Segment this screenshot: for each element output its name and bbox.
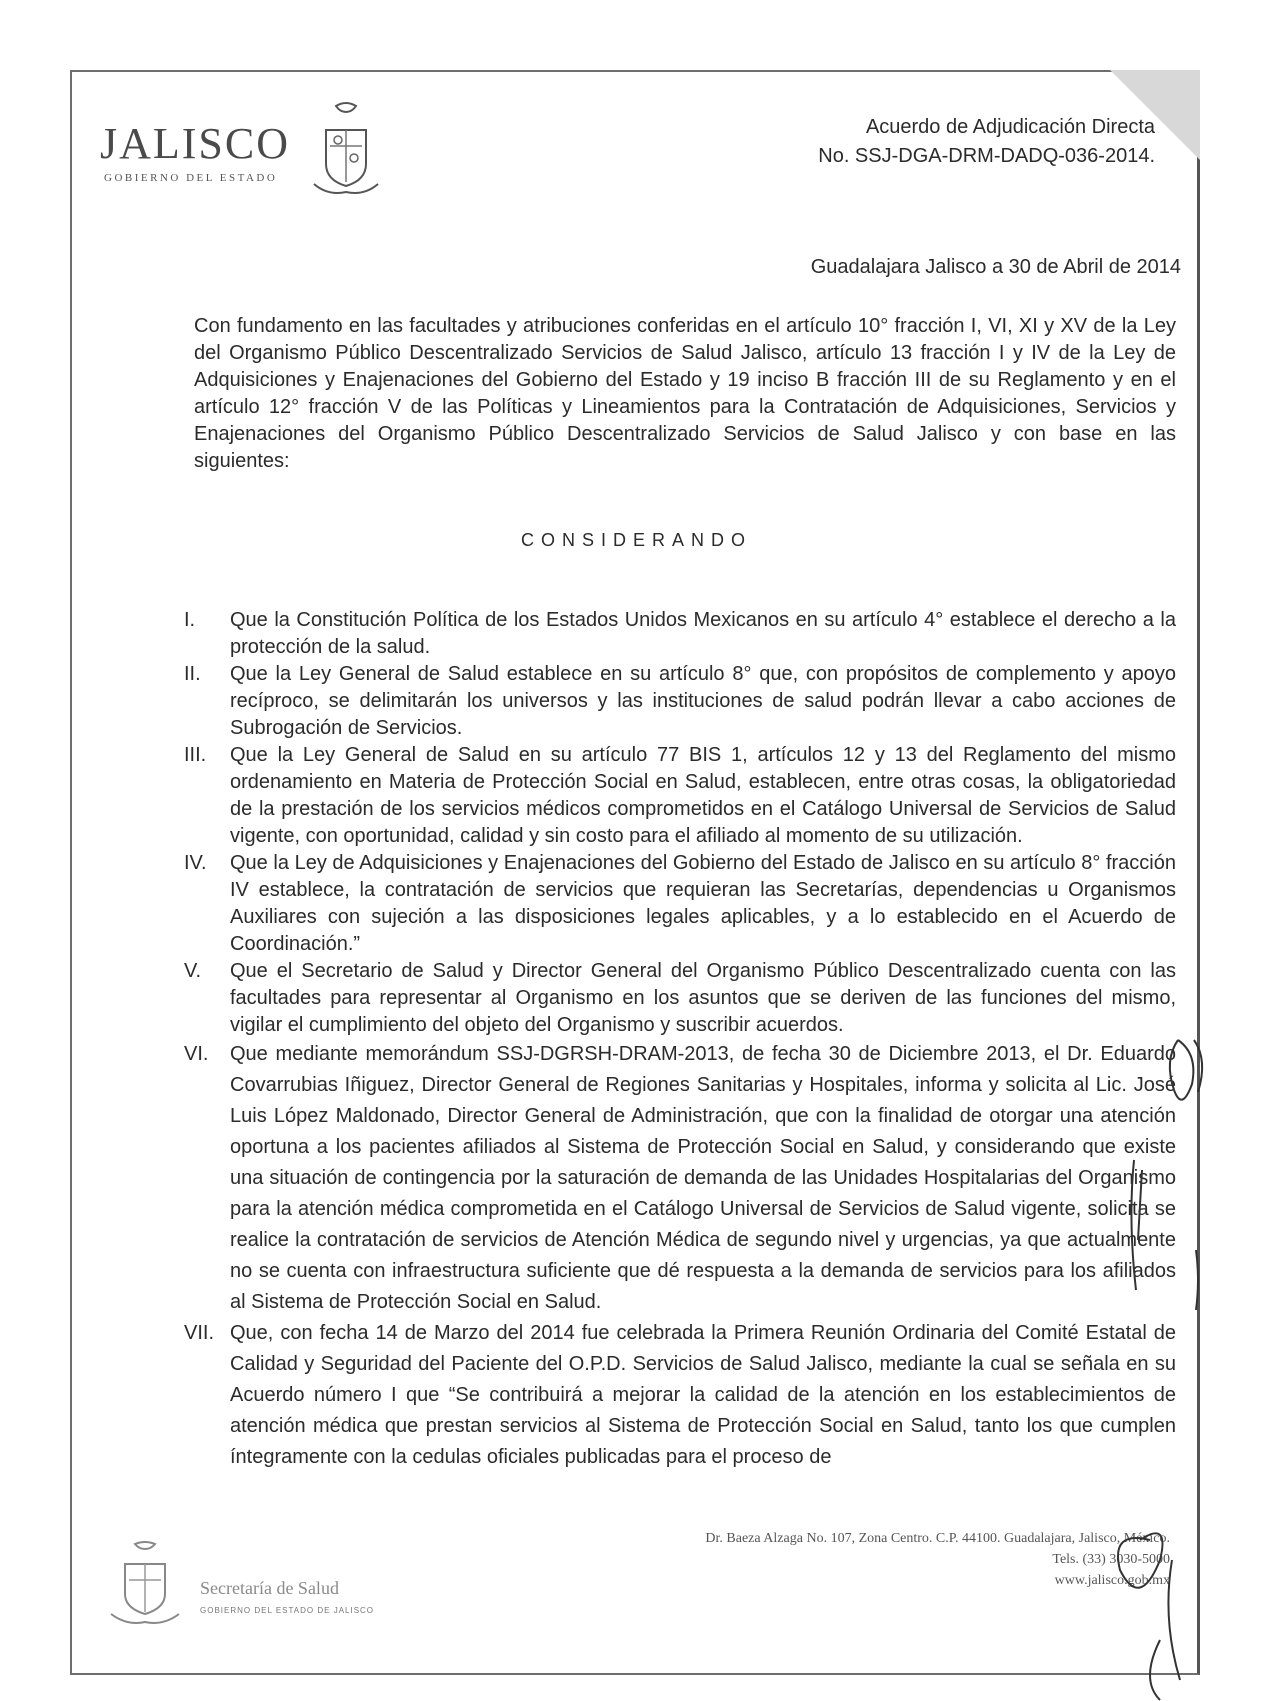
agency-subtitle: GOBIERNO DEL ESTADO DE JALISCO [200,1606,375,1615]
document-date: Guadalajara Jalisco a 30 de Abril de 2014 [810,256,1181,278]
item-text: Que, con fecha 14 de Marzo del 2014 fue celebrada la Primera Reunión Ordinaria del Comité Estatal de Calidad y Seguridad del Paciente del O.P.D. Servicios de Salud Jalisco, mediante la cual se señala en su Acuerdo número I que “Se contribuirá a mejorar la calidad de la atención en los establecimientos de atención médica que prestan servicios al Sistema de Protección Social en Salud, tanto los que cumplen íntegramente con la cedulas oficiales publicadas para el proceso de [230,1322,1176,1468]
item-text: Que la Ley General de Salud establece en su artículo 8° que, con propósitos de complemento y apoyo recíproco, se delimitarán los universos y las instituciones de salud podrán llevar a cabo acciones de Subrogación de Servicios. [230,663,1176,739]
jalisco-logo [100,100,380,200]
item-number: IV. [184,852,207,874]
footer-address: Dr. Baeza Alzaga No. 107, Zona Centro. C.P. 44100. Guadalajara, Jalisco, México. [705,1531,1170,1546]
logo-subtitle: GOBIERNO DEL ESTADO [104,172,278,184]
list-item [184,1318,1176,1473]
logo-text: JALISCO [100,119,291,168]
item-text: Que la Constitución Política de los Estados Unidos Mexicanos en su artículo 4° establece el derecho a la protección de la salud. [230,609,1176,658]
agreement-number: No. SSJ-DGA-DRM-DADQ-036-2014. [818,145,1155,167]
footer-phone: Tels. (33) 3030-5000 [1052,1552,1170,1567]
list-item [184,1039,1176,1318]
state-seal-icon [310,100,382,200]
agency-name: Secretaría de Salud [200,1578,339,1598]
item-number: I. [184,609,196,631]
item-number: VII. [184,1322,215,1344]
list-item [184,850,1176,958]
item-number: III. [184,744,207,766]
item-text: Que la Ley General de Salud en su artículo 77 BIS 1, artículos 12 y 13 del Reglamento del mismo ordenamiento en Materia de Protección Social en Salud, establecen, entre otras cosas, la obligatoriedad de la prestación de los servicios médicos comprometidos en el Catálogo Universal de Servicios de Salud vigente, con oportunidad, calidad y sin costo para el afiliado al momento de su utilización. [230,744,1176,847]
secretaria-salud-logo [105,1540,405,1630]
item-number: II. [184,663,201,685]
item-text: Que la Ley de Adquisiciones y Enajenaciones del Gobierno del Estado de Jalisco en su artículo 8° fracción IV establece, la contratación de servicios que requieran las Secretarías, dependencias u Organismos Auxiliares con sujeción a las disposiciones legales aplicables, y a lo establecido en el Acuerdo de Coordinación.” [230,852,1176,955]
item-text: Que mediante memorándum SSJ-DGRSH-DRAM-2013, de fecha 30 de Diciembre 2013, el Dr. Eduardo Covarrubias Iñiguez, Director General de Regiones Sanitarias y Hospitales, informa y solicita al Lic. José Luis López Maldonado, Director General de Administración, que con la finalidad de otorgar una atención oportuna a los pacientes afiliados al Sistema de Protección Social en Salud, y considerando que existe una situación de contingencia por la saturación de demanda de las Unidades Hospitalarias del Organismo para la atención médica comprometida en el Catálogo Universal de Servicios de Salud vigente, solicita se realice la contratación de servicios de Atención Médica de segundo nivel y urgencias, ya que actualmente no se cuenta con infraestructura suficiente que dé respuesta a la demanda de servicios para los afiliados al Sistema de Protección Social en Salud. [230,1043,1176,1313]
footer-address-block [705,1528,1170,1591]
footer-seal-icon [105,1540,185,1630]
item-text: Que el Secretario de Salud y Director General del Organismo Público Descentralizado cuenta con las facultades para representar al Organismo en los asuntos que se deriven de las funciones del mismo, vigilar el cumplimiento del objeto del Organismo y suscribir acuerdos. [230,960,1176,1036]
list-item [184,958,1176,1039]
agreement-title: Acuerdo de Adjudicación Directa [865,116,1155,138]
section-heading: CONSIDERANDO [520,530,752,550]
item-number: V. [184,960,202,982]
footer-website: www.jalisco.gob.mx [1054,1573,1170,1588]
intro-paragraph: Con fundamento en las facultades y atribuciones conferidas en el artículo 10° fracción I, VI, XI y XV de la Ley del Organismo Público Descentralizado Servicios de Salud Jalisco, artículo 13 fracción I y IV de la Ley de Adquisiciones y Enajenaciones del Gobierno del Estado y 19 inciso B fracción III de su Reglamento y en el artículo 12° fracción V de las Políticas y Lineamientos para la Contratación de Adquisiciones, Servicios y Enajenaciones del Organismo Público Descentralizado Servicios de Salud Jalisco y con base en las siguientes: [194,315,1176,472]
list-item [184,607,1176,661]
item-number: VI. [184,1043,209,1065]
agreement-reference [818,113,1155,171]
list-item [184,742,1176,850]
considerando-list [184,607,1176,1473]
list-item [184,661,1176,742]
